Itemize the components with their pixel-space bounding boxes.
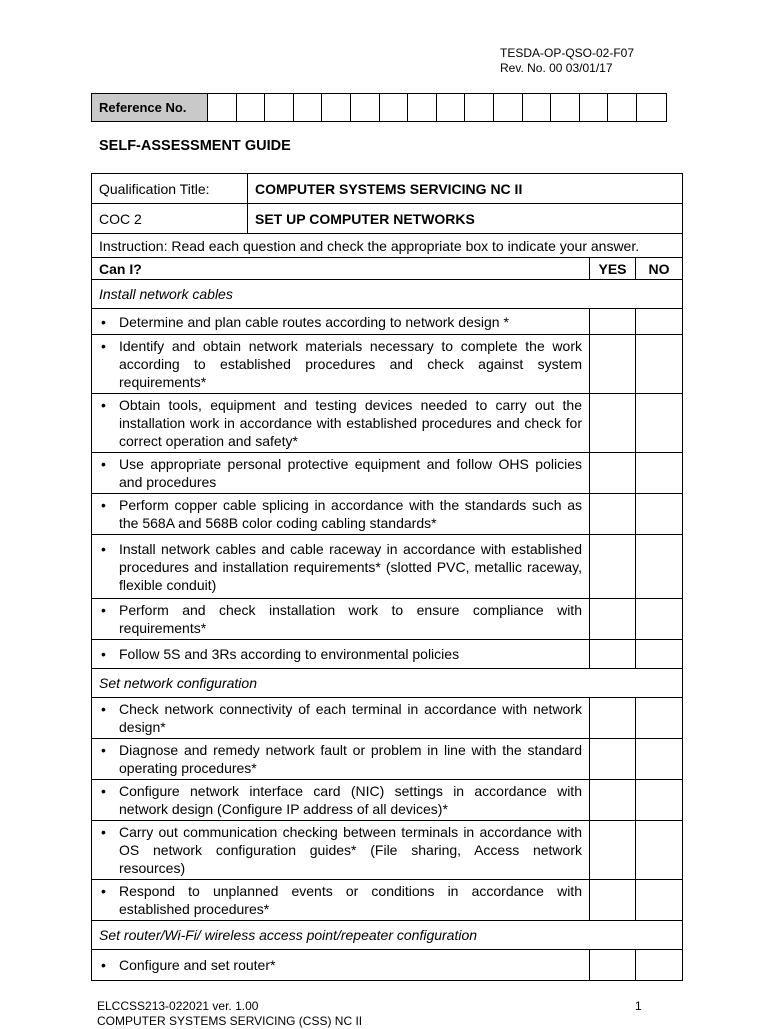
no-checkbox[interactable]: [636, 640, 683, 669]
criterion-row: [92, 880, 683, 921]
criterion-text: Diagnose and remedy network fault or problem in line with the standard operating procedures*: [119, 742, 582, 776]
yes-checkbox[interactable]: [590, 739, 636, 780]
section-row: [92, 921, 683, 950]
qualification-value: COMPUTER SYSTEMS SERVICING NC II: [248, 174, 683, 204]
reference-digit-box[interactable]: [380, 94, 409, 121]
reference-digit-box[interactable]: [408, 94, 437, 121]
bullet-icon: •: [101, 646, 106, 662]
bullet-icon: •: [101, 456, 106, 472]
reference-digit-box[interactable]: [208, 94, 237, 121]
criterion-text: Configure network interface card (NIC) settings in accordance with network design (Configure IP address of all devices)*: [119, 783, 582, 817]
bullet-icon: •: [101, 824, 106, 840]
section-title: Set network configuration: [92, 669, 683, 698]
no-checkbox[interactable]: [636, 698, 683, 739]
section-row: [92, 669, 683, 698]
criterion-row: [92, 780, 683, 821]
no-header: NO: [636, 258, 683, 280]
yes-checkbox[interactable]: [590, 494, 636, 535]
criterion-row: [92, 453, 683, 494]
yes-checkbox[interactable]: [590, 821, 636, 880]
criterion-cell: [92, 950, 590, 981]
bullet-icon: •: [101, 602, 106, 618]
qualification-row: [92, 174, 683, 204]
criterion-row: [92, 698, 683, 739]
criterion-row: [92, 494, 683, 535]
yes-checkbox[interactable]: [590, 599, 636, 640]
reference-number-label: Reference No.: [92, 94, 208, 121]
self-assessment-table: [91, 173, 683, 981]
yes-checkbox[interactable]: [590, 453, 636, 494]
no-checkbox[interactable]: [636, 535, 683, 599]
criterion-text: Determine and plan cable routes according to network design *: [119, 313, 509, 330]
no-checkbox[interactable]: [636, 335, 683, 394]
criterion-text: Use appropriate personal protective equipment and follow OHS policies and procedures: [119, 456, 582, 490]
reference-digit-box[interactable]: [437, 94, 466, 121]
section-title: Set router/Wi-Fi/ wireless access point/repeater configuration: [92, 921, 683, 950]
no-checkbox[interactable]: [636, 739, 683, 780]
page-number: 1: [635, 999, 642, 1013]
no-checkbox[interactable]: [636, 950, 683, 981]
criterion-row: [92, 821, 683, 880]
footer: [97, 999, 362, 1029]
bullet-icon: •: [101, 313, 106, 330]
criterion-cell: [92, 821, 590, 880]
yes-checkbox[interactable]: [590, 640, 636, 669]
criterion-text: Perform copper cable splicing in accordance with the standards such as the 568A and 568B color coding cabling standards*: [119, 497, 582, 531]
criterion-cell: [92, 640, 590, 669]
coc-row: [92, 204, 683, 234]
criterion-row: [92, 950, 683, 981]
reference-digit-box[interactable]: [322, 94, 351, 121]
reference-number-boxes: [208, 94, 666, 121]
no-checkbox[interactable]: [636, 309, 683, 335]
reference-digit-box[interactable]: [580, 94, 609, 121]
reference-digit-box[interactable]: [351, 94, 380, 121]
revision-number: Rev. No. 00 03/01/17: [500, 61, 613, 75]
criterion-row: [92, 599, 683, 640]
criterion-cell: [92, 453, 590, 494]
no-checkbox[interactable]: [636, 880, 683, 921]
criterion-cell: [92, 309, 590, 335]
section-title: Install network cables: [92, 280, 683, 309]
criterion-cell: [92, 599, 590, 640]
bullet-icon: •: [101, 783, 106, 799]
criterion-text: Obtain tools, equipment and testing devices needed to carry out the installation work in accordance with established procedures and check for correct operation and safety*: [119, 397, 582, 449]
yes-header: YES: [590, 258, 636, 280]
criterion-cell: [92, 494, 590, 535]
criterion-text: Identify and obtain network materials necessary to complete the work according to established procedures and check against system requirements*: [119, 338, 582, 390]
no-checkbox[interactable]: [636, 780, 683, 821]
coc-value: SET UP COMPUTER NETWORKS: [248, 204, 683, 234]
criterion-text: Install network cables and cable raceway in accordance with established procedures and installation requirements* (slotted PVC, metallic raceway, flexible conduit): [119, 540, 582, 593]
criterion-cell: [92, 698, 590, 739]
yes-checkbox[interactable]: [590, 309, 636, 335]
no-checkbox[interactable]: [636, 599, 683, 640]
yes-checkbox[interactable]: [590, 780, 636, 821]
criterion-row: [92, 309, 683, 335]
coc-label: COC 2: [92, 204, 248, 234]
criterion-row: [92, 739, 683, 780]
column-header-row: [92, 258, 683, 280]
reference-digit-box[interactable]: [608, 94, 637, 121]
bullet-icon: •: [101, 397, 106, 413]
bullet-icon: •: [101, 338, 106, 354]
reference-digit-box[interactable]: [523, 94, 552, 121]
section-row: [92, 280, 683, 309]
yes-checkbox[interactable]: [590, 394, 636, 453]
document-code: TESDA-OP-QSO-02-F07: [500, 46, 635, 60]
yes-checkbox[interactable]: [590, 535, 636, 599]
can-i-header: Can I?: [92, 258, 590, 280]
reference-digit-box[interactable]: [237, 94, 266, 121]
criterion-row: [92, 335, 683, 394]
reference-digit-box[interactable]: [465, 94, 494, 121]
yes-checkbox[interactable]: [590, 880, 636, 921]
criterion-text: Check network connectivity of each terminal in accordance with network design*: [119, 701, 582, 735]
reference-digit-box[interactable]: [265, 94, 294, 121]
criterion-text: Carry out communication checking between terminals in accordance with OS network configuration guides* (File sharing, Access network resources): [119, 824, 582, 876]
instruction-text: Instruction: Read each question and check the appropriate box to indicate your answer.: [92, 234, 683, 258]
no-checkbox[interactable]: [636, 453, 683, 494]
bullet-icon: •: [101, 540, 106, 557]
document-code-block: [500, 46, 634, 76]
page-title: SELF-ASSESSMENT GUIDE: [99, 138, 291, 154]
footer-qualification: COMPUTER SYSTEMS SERVICING (CSS) NC II: [97, 1014, 363, 1028]
reference-number-row: [91, 93, 667, 122]
criterion-text: Configure and set router*: [119, 957, 276, 973]
footer-code: ELCCSS213-022021 ver. 1.00: [97, 999, 259, 1013]
bullet-icon: •: [101, 497, 106, 513]
criterion-text: Perform and check installation work to ensure compliance with requirements*: [119, 602, 582, 636]
bullet-icon: •: [101, 742, 106, 758]
reference-digit-box[interactable]: [294, 94, 323, 121]
bullet-icon: •: [101, 957, 106, 973]
yes-checkbox[interactable]: [590, 950, 636, 981]
no-checkbox[interactable]: [636, 821, 683, 880]
no-checkbox[interactable]: [636, 494, 683, 535]
criterion-row: [92, 394, 683, 453]
qualification-label: Qualification Title:: [92, 174, 248, 204]
criterion-row: [92, 640, 683, 669]
bullet-icon: •: [101, 701, 106, 717]
instruction-row: [92, 234, 683, 258]
criterion-text: Follow 5S and 3Rs according to environmental policies: [119, 646, 460, 662]
criterion-cell: [92, 880, 590, 921]
bullet-icon: •: [101, 883, 106, 899]
criterion-cell: [92, 394, 590, 453]
criterion-row: [92, 535, 683, 599]
no-checkbox[interactable]: [636, 394, 683, 453]
reference-digit-box[interactable]: [637, 94, 666, 121]
criterion-cell: [92, 335, 590, 394]
criterion-cell: [92, 780, 590, 821]
criterion-cell: [92, 739, 590, 780]
criterion-cell: [92, 535, 590, 599]
reference-digit-box[interactable]: [494, 94, 523, 121]
criterion-text: Respond to unplanned events or conditions in accordance with established procedures*: [119, 883, 582, 917]
reference-digit-box[interactable]: [551, 94, 580, 121]
yes-checkbox[interactable]: [590, 698, 636, 739]
yes-checkbox[interactable]: [590, 335, 636, 394]
